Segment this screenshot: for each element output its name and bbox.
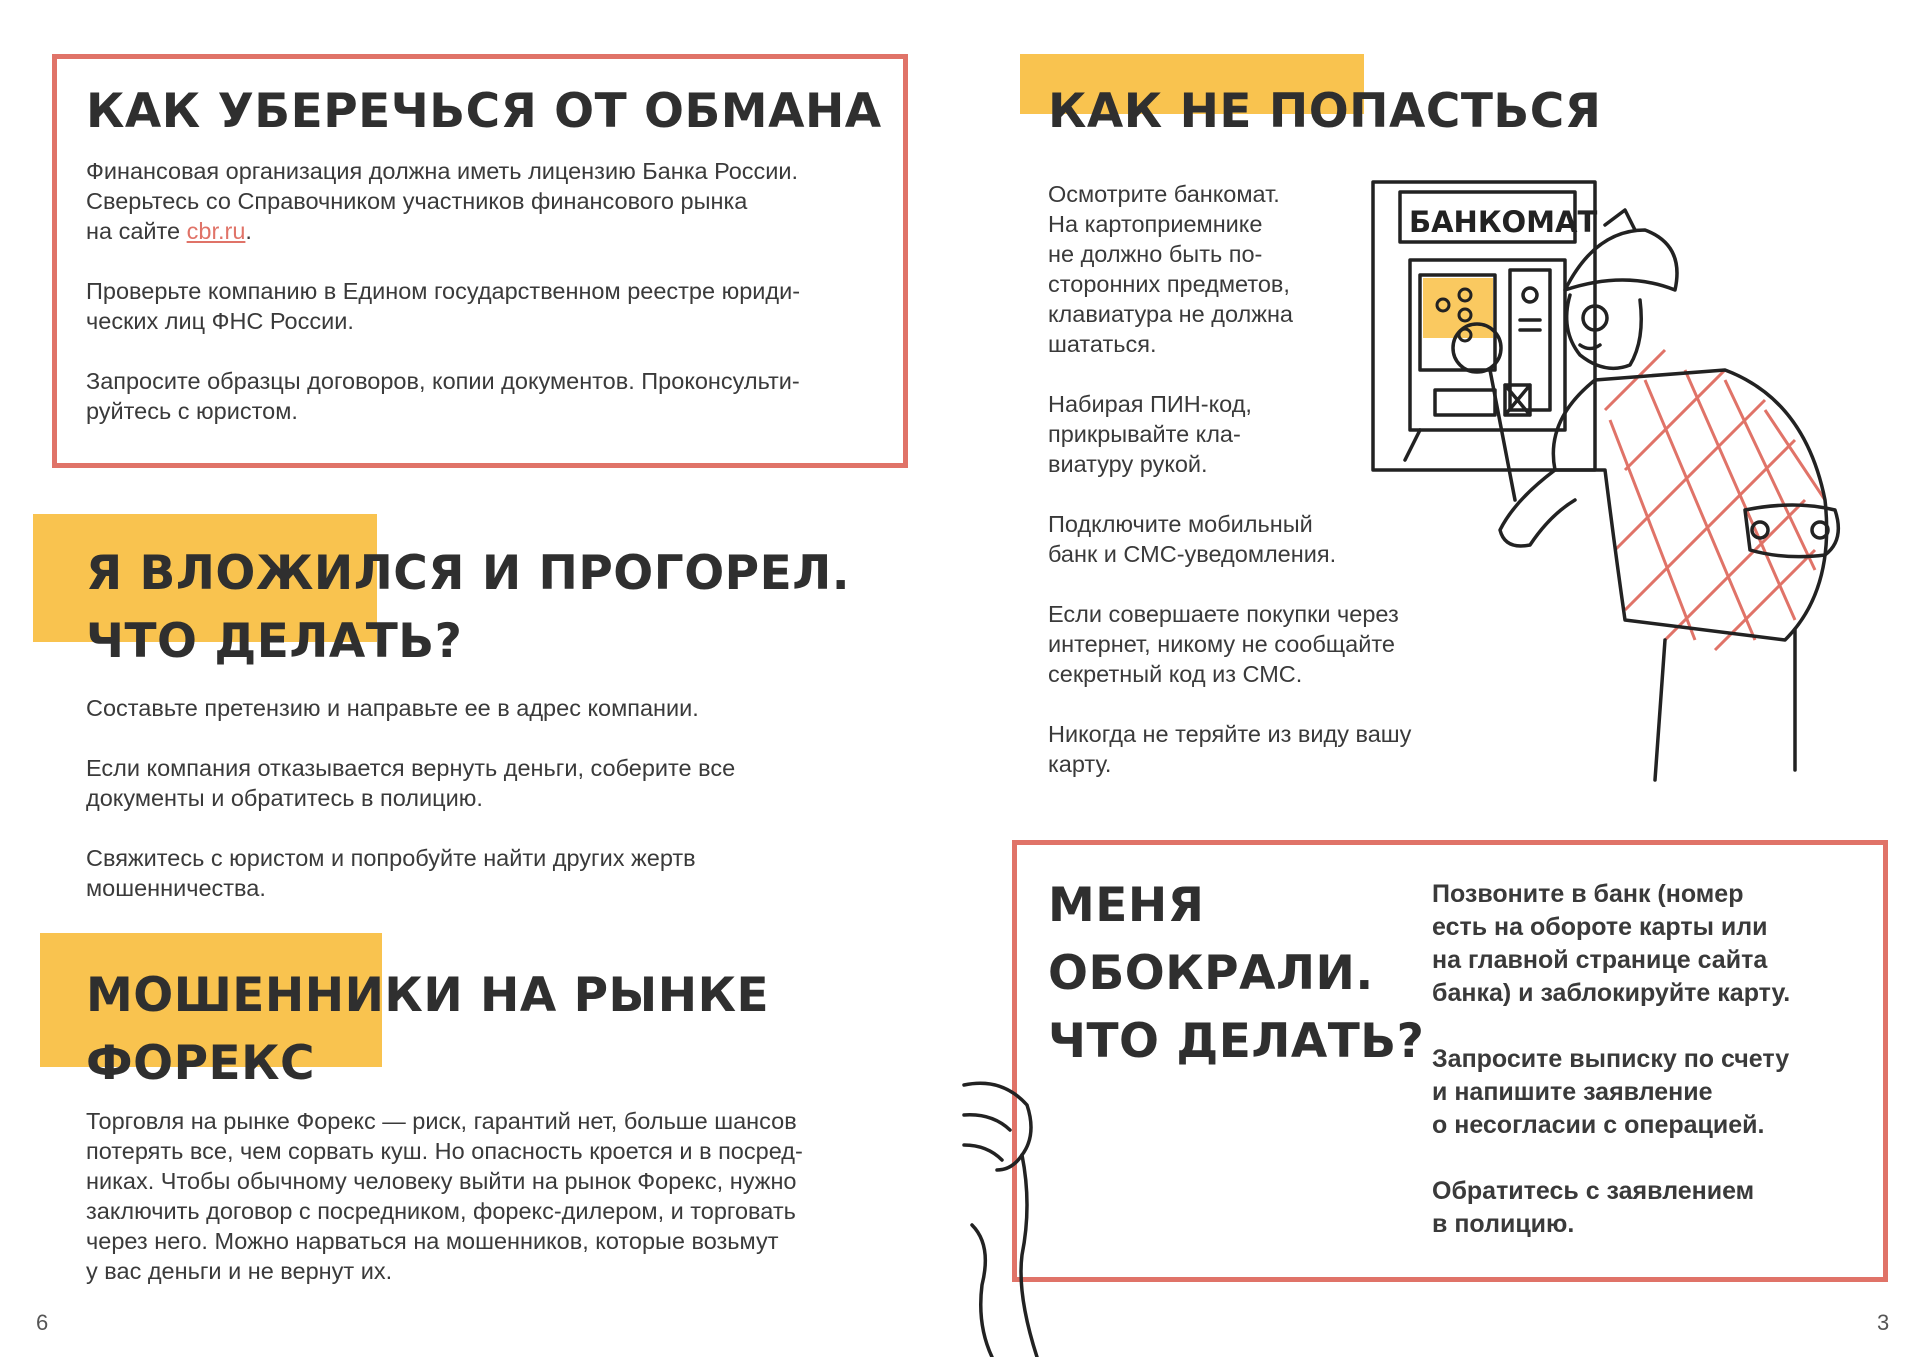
line: мошенничества.	[86, 875, 266, 901]
line: Позвоните в банк (номер	[1432, 880, 1744, 908]
line: Составьте претензию и направьте ее в адрес компании.	[86, 695, 699, 721]
hand-illustration	[962, 1075, 1082, 1357]
line: потерять все, чем сорвать куш. Но опасность кроется и в посред-	[86, 1138, 803, 1164]
line: о несогласии с операцией.	[1432, 1111, 1765, 1139]
heading-line: ЧТО ДЕЛАТЬ?	[1048, 1014, 1425, 1069]
line: заключить договор с посредником, форекс-дилером, и торговать	[86, 1198, 796, 1224]
forex-text	[86, 1106, 906, 1286]
line: Обратитесь с заявлением	[1432, 1177, 1755, 1205]
heading-forex-fraudsters	[86, 962, 769, 1098]
heading-line: МОШЕННИКИ НА РЫНКЕ	[86, 968, 770, 1023]
line: шататься.	[1048, 331, 1157, 357]
line: сторонних предметов,	[1048, 271, 1290, 297]
atm-detective-illustration	[1365, 170, 1885, 790]
heading-invested-and-lost	[86, 540, 850, 676]
line: руйтесь с юристом.	[86, 398, 298, 424]
line: у вас деньги и не вернут их.	[86, 1258, 393, 1284]
line: банк и СМС-уведомления.	[1048, 541, 1337, 567]
line: никах. Чтобы обычному человеку выйти на рынок Форекс, нужно	[86, 1168, 797, 1194]
line: Торговля на рынке Форекс — риск, гарантий нет, больше шансов	[86, 1108, 797, 1134]
line: прикрывайте кла-	[1048, 421, 1241, 447]
detective-face	[1567, 295, 1642, 368]
line: документы и обратитесь в полицию.	[86, 785, 483, 811]
line: в полицию.	[1432, 1210, 1575, 1238]
line: Если совершаете покупки через	[1048, 601, 1399, 627]
page-number-right: 3	[1877, 1310, 1890, 1335]
invested-lost-text	[86, 693, 886, 903]
line: На картоприемнике	[1048, 211, 1263, 237]
heading-how-to-avoid-fraud: КАК УБЕРЕЧЬСЯ ОТ ОБМАНА	[86, 84, 882, 139]
robbed-steps-text	[1432, 878, 1872, 1241]
fraud-tips-text	[86, 156, 886, 426]
line: банка) и заблокируйте карту.	[1432, 979, 1791, 1007]
line: Проверьте компанию в Едином государственном реестре юриди-	[86, 278, 801, 304]
heading-how-not-to-get-caught: КАК НЕ ПОПАСТЬСЯ	[1048, 84, 1602, 139]
atm-card-slot-highlight	[1423, 278, 1493, 338]
heading-robbed	[1048, 872, 1424, 1076]
line: Подключите мобильный	[1048, 511, 1313, 537]
line: есть на обороте карты или	[1432, 913, 1768, 941]
line: и напишите заявление	[1432, 1078, 1713, 1106]
line: не должно быть по-	[1048, 241, 1263, 267]
line: секретный код из СМС.	[1048, 661, 1303, 687]
heading-line: МЕНЯ	[1048, 878, 1205, 933]
line: Запросите выписку по счету	[1432, 1045, 1790, 1073]
cbr-link[interactable]: cbr.ru	[186, 218, 246, 244]
line: Свяжитесь с юристом и попробуйте найти других жертв	[86, 845, 696, 871]
line: Осмотрите банкомат.	[1048, 181, 1280, 207]
line: клавиатура не должна	[1048, 301, 1293, 327]
line: ческих лиц ФНС России.	[86, 308, 354, 334]
atm-sign-text: БАНКОМАТ	[1409, 205, 1598, 239]
line: Финансовая организация должна иметь лицензию Банка России.	[86, 158, 799, 184]
line-suffix: .	[245, 218, 252, 244]
line: через него. Можно нарваться на мошенников, которые возьмут	[86, 1228, 779, 1254]
line: Запросите образцы договоров, копии документов. Проконсульти-	[86, 368, 800, 394]
line: Если компания отказывается вернуть деньги, соберите все	[86, 755, 736, 781]
page-number-left: 6	[36, 1310, 49, 1335]
line-prefix: на сайте	[86, 218, 187, 244]
detective-hat	[1565, 230, 1677, 290]
line: Никогда не теряйте из виду вашу карту.	[1048, 721, 1412, 777]
line: интернет, никому не сообщайте	[1048, 631, 1395, 657]
heading-line: ОБОКРАЛИ.	[1048, 946, 1374, 1001]
heading-line: ЧТО ДЕЛАТЬ?	[86, 614, 463, 669]
heading-line: Я ВЛОЖИЛСЯ И ПРОГОРЕЛ.	[86, 546, 851, 601]
line: Сверьтесь со Справочником участников финансового рынка	[86, 188, 748, 214]
line: Набирая ПИН-код,	[1048, 391, 1252, 417]
line: на главной странице сайта	[1432, 946, 1768, 974]
heading-line: ФОРЕКС	[86, 1036, 316, 1091]
line: виатуру рукой.	[1048, 451, 1208, 477]
